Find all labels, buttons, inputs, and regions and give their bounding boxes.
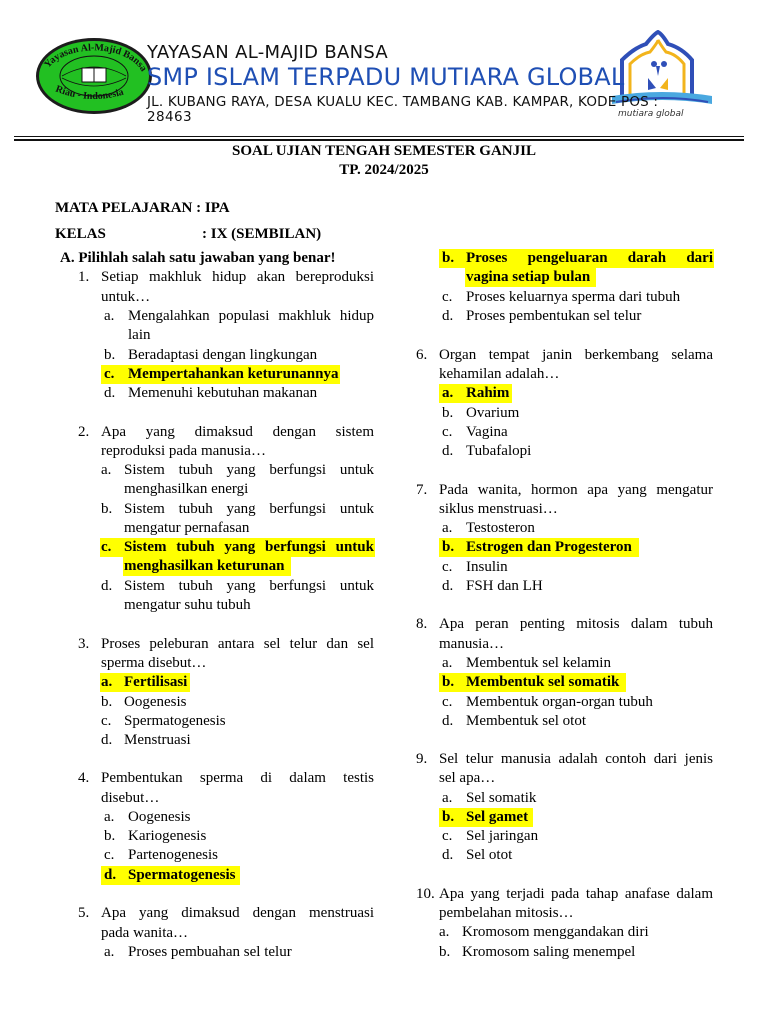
question-text: Apa yang dimaksud dengan menstruasi <box>101 905 374 921</box>
question-number: 3. <box>78 636 90 652</box>
foundation-name: YAYASAN AL-MAJID BANSA <box>147 42 389 63</box>
option-letter: a. <box>104 944 115 960</box>
option-letter: d. <box>442 847 454 863</box>
option-letter: a. <box>101 462 112 478</box>
exam-year: TP. 2024/2025 <box>339 162 429 178</box>
option-text: Memenuhi kebutuhan makanan <box>128 385 318 401</box>
option-text: Sel otot <box>466 847 513 863</box>
option-text: Insulin <box>466 559 508 575</box>
option-text: Proses keluarnya sperma dari tubuh <box>466 289 681 305</box>
logo-caption: mutiara global <box>618 109 684 119</box>
foundation-logo <box>34 36 154 116</box>
answer-letter: b. <box>442 250 455 266</box>
question-text: Apa yang terjadi pada tahap anafase dalam <box>439 886 713 902</box>
option-text: Tubafalopi <box>466 443 532 459</box>
option-text: Membentuk sel otot <box>466 713 586 729</box>
option-letter: a. <box>442 520 453 536</box>
question-number: 8. <box>416 616 428 632</box>
option-letter: a. <box>439 924 450 940</box>
option-letter: a. <box>442 655 453 671</box>
question-number: 6. <box>416 347 428 363</box>
option-text: Oogenesis <box>128 809 191 825</box>
header-rule-thick <box>14 139 744 141</box>
correct-answer: Estrogen dan Progesteron <box>466 539 632 555</box>
subject-label: MATA PELAJARAN : IPA <box>55 200 230 216</box>
answer-letter: d. <box>104 867 117 883</box>
option-text: Proses pembentukan sel telur <box>466 308 642 324</box>
header-rule-thin <box>14 136 744 137</box>
question-number: 5. <box>78 905 90 921</box>
address-line-1: JL. KUBANG RAYA, DESA KUALU KEC. TAMBANG KAB. KAMPAR, KODE POS : <box>147 94 659 110</box>
question-text: pembelahan mitosis… <box>439 905 574 921</box>
option-letter: c. <box>442 694 453 710</box>
logo-text-top: Yayasan Al-Majid Bansa <box>42 42 149 74</box>
class-label: KELAS <box>55 226 106 242</box>
question-text: siklus menstruasi… <box>439 501 558 517</box>
option-text: Sistem tubuh yang berfungsi untuk <box>124 578 374 594</box>
answer-letter: c. <box>101 365 124 384</box>
option-letter: d. <box>101 732 113 748</box>
question-number: 7. <box>416 482 428 498</box>
question-text: disebut… <box>101 790 160 806</box>
correct-answer: vagina setiap bulan <box>466 269 591 285</box>
option-text: Testosteron <box>466 520 535 536</box>
correct-answer: Rahim <box>466 385 510 401</box>
option-text: Mengalahkan populasi makhluk hidup <box>128 308 374 324</box>
question-text: Organ tempat janin berkembang selama <box>439 347 713 363</box>
option-text: Partenogenesis <box>128 847 218 863</box>
correct-answer: Sistem tubuh yang berfungsi untuk <box>124 539 374 555</box>
question-text: Sel telur manusia adalah contoh dari jenis <box>439 751 713 767</box>
option-letter: b. <box>104 828 116 844</box>
option-text: Kariogenesis <box>128 828 207 844</box>
question-number: 1. <box>78 269 90 285</box>
option-text: Kromosom saling menempel <box>462 944 636 960</box>
option-letter: c. <box>101 713 112 729</box>
option-letter: b. <box>104 347 116 363</box>
answer-letter: a. <box>442 385 454 401</box>
option-text: Menstruasi <box>124 732 191 748</box>
option-text: Membentuk organ-organ tubuh <box>466 694 653 710</box>
option-text: Vagina <box>466 424 508 440</box>
answer-letter: c. <box>101 539 112 555</box>
answer-letter: b. <box>442 809 455 825</box>
question-text: reproduksi pada manusia… <box>101 443 266 459</box>
answer-letter: a. <box>101 674 113 690</box>
option-letter: d. <box>442 713 454 729</box>
question-text: manusia… <box>439 636 504 652</box>
option-letter: a. <box>442 790 453 806</box>
option-letter: c. <box>104 847 115 863</box>
option-text: Kromosom menggandakan diri <box>462 924 649 940</box>
option-letter: d. <box>101 578 113 594</box>
question-number: 10. <box>416 886 435 902</box>
correct-answer: Mempertahankan keturunannya <box>124 365 340 384</box>
question-text: untuk… <box>101 289 151 305</box>
option-letter: a. <box>104 809 115 825</box>
question-text: Apa yang dimaksud dengan sistem <box>101 424 374 440</box>
option-letter: c. <box>442 559 453 575</box>
question-text: Apa peran penting mitosis dalam tubuh <box>439 616 713 632</box>
option-letter: c. <box>442 424 453 440</box>
option-text: Spermatogenesis <box>124 713 226 729</box>
option-letter: d. <box>442 308 454 324</box>
answer-letter: b. <box>442 539 455 555</box>
address-line-2: 28463 <box>147 109 192 125</box>
question-text: Setiap makhluk hidup akan bereproduksi <box>101 269 374 285</box>
answer-letter: b. <box>442 674 455 690</box>
option-letter: b. <box>101 501 113 517</box>
option-text: mengatur pernafasan <box>124 520 250 536</box>
class-value: : IX (SEMBILAN) <box>202 226 322 242</box>
option-letter: d. <box>442 443 454 459</box>
option-text: Sel jaringan <box>466 828 539 844</box>
correct-answer: Membentuk sel somatik <box>466 674 620 690</box>
question-text: kehamilan adalah… <box>439 366 560 382</box>
question-number: 4. <box>78 770 90 786</box>
correct-answer: Spermatogenesis <box>128 867 236 883</box>
option-text: Sel somatik <box>466 790 537 806</box>
question-text: Pembentukan sperma di dalam testis <box>101 770 374 786</box>
option-text: Membentuk sel kelamin <box>466 655 611 671</box>
option-text: Sistem tubuh yang berfungsi untuk <box>124 501 374 517</box>
question-text: Pada wanita, hormon apa yang mengatur <box>439 482 713 498</box>
option-text: FSH dan LH <box>466 578 543 594</box>
option-text: menghasilkan energi <box>124 481 249 497</box>
correct-answer: Fertilisasi <box>124 674 188 690</box>
option-letter: c. <box>442 828 453 844</box>
option-letter: b. <box>439 944 451 960</box>
option-letter: a. <box>104 308 115 324</box>
option-text: Sistem tubuh yang berfungsi untuk <box>124 462 374 478</box>
question-text: sel apa… <box>439 770 496 786</box>
option-letter: b. <box>101 694 113 710</box>
question-text: pada wanita… <box>101 925 189 941</box>
exam-title: SOAL UJIAN TENGAH SEMESTER GANJIL <box>232 143 536 159</box>
option-letter: d. <box>104 385 116 401</box>
question-text: Proses peleburan antara sel telur dan sel <box>101 636 374 652</box>
logo-text-bottom: Riau - Indonesia <box>53 83 125 103</box>
question-number: 2. <box>78 424 90 440</box>
question-text: sperma disebut… <box>101 655 207 671</box>
option-text: lain <box>128 327 151 343</box>
question-number: 9. <box>416 751 428 767</box>
option-text: Ovarium <box>466 405 520 421</box>
option-letter: c. <box>442 289 453 305</box>
section-instruction: A. Pilihlah salah satu jawaban yang benar! <box>60 250 336 266</box>
correct-answer: Sel gamet <box>466 809 529 825</box>
option-text: Proses pembuahan sel telur <box>128 944 292 960</box>
correct-answer: menghasilkan keturunan <box>124 558 285 574</box>
option-text: Beradaptasi dengan lingkungan <box>128 347 318 363</box>
school-name: SMP ISLAM TERPADU MUTIARA GLOBAL <box>147 63 625 91</box>
option-letter: b. <box>442 405 454 421</box>
correct-answer: Proses pengeluaran darah dari <box>466 250 713 266</box>
option-letter: d. <box>442 578 454 594</box>
option-text: Oogenesis <box>124 694 187 710</box>
option-text: mengatur suhu tubuh <box>124 597 251 613</box>
